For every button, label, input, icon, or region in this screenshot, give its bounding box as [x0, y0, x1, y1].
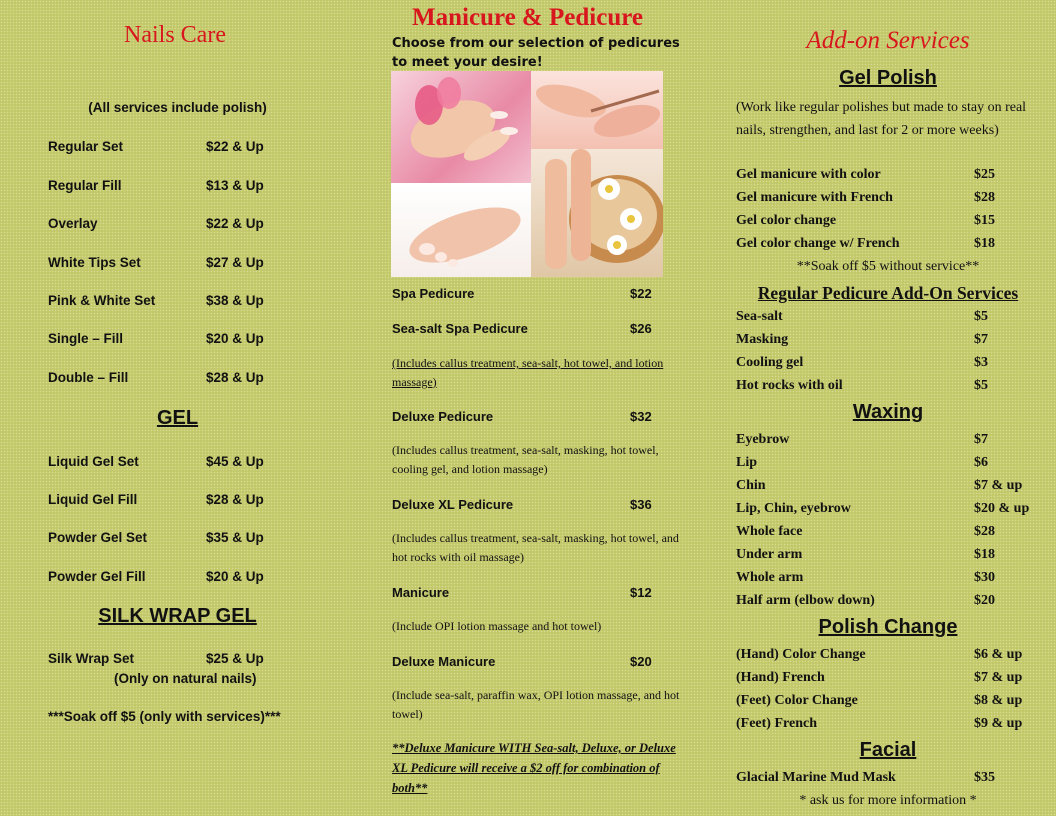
pedicure-addons-title: Regular Pedicure Add-On Services: [757, 283, 1019, 303]
service-name: Single – Fill: [48, 331, 124, 346]
service-row: [48, 454, 348, 474]
service-row: [48, 216, 348, 236]
service-name: Powder Gel Fill: [48, 569, 146, 584]
service-name: Double – Fill: [48, 370, 129, 385]
service-name: Whole face: [736, 524, 803, 539]
service-description: (Include OPI lotion massage and hot towel): [392, 619, 602, 633]
service-price: $35: [974, 770, 995, 785]
service-name: Silk Wrap Set: [48, 651, 135, 666]
service-row: [736, 190, 1054, 210]
service-price: $7: [974, 332, 988, 347]
service-price: $7 & up: [974, 670, 1023, 685]
service-row: [736, 770, 1054, 790]
mani-pedi-title: Manicure & Pedicure: [412, 4, 643, 31]
service-row: [736, 309, 1054, 329]
service-name: Manicure: [392, 585, 450, 600]
service-row: [736, 355, 1054, 375]
service-name: Spa Pedicure: [392, 286, 475, 301]
nails-care-note: (All services include polish): [88, 100, 267, 115]
service-price: $15: [974, 213, 995, 228]
service-price: $20 & Up: [206, 569, 264, 584]
service-row: [48, 255, 348, 275]
nail-care-photo-collage: [391, 71, 663, 277]
service-row: [48, 178, 348, 198]
service-name: Chin: [736, 478, 766, 493]
service-price: $5: [974, 309, 988, 324]
service-name: Liquid Gel Fill: [48, 492, 138, 507]
service-price: $28: [974, 524, 995, 539]
service-price: $38 & Up: [206, 293, 264, 308]
service-name: Liquid Gel Set: [48, 454, 139, 469]
service-row: [736, 478, 1054, 498]
silk-wrap-note: (Only on natural nails): [114, 671, 257, 686]
nails-care-column: [0, 0, 360, 816]
gel-soak-note: **Soak off $5 without service**: [796, 259, 980, 274]
facial-info-note: * ask us for more information *: [799, 793, 977, 808]
service-row: [736, 593, 1054, 613]
service-name: Eyebrow: [736, 432, 790, 447]
service-name: Gel color change: [736, 213, 837, 228]
service-price: $9 & up: [974, 716, 1023, 731]
mani-pedi-intro: Choose from our selection of pedicures to meet your desire!: [392, 36, 680, 70]
service-price: $30: [974, 570, 995, 585]
service-price: $6: [974, 455, 988, 470]
soak-off-note: ***Soak off $5 (only with services)***: [48, 709, 281, 724]
service-description: (Includes callus treatment, sea-salt, masking, hot towel, and hot rocks with oil massage): [392, 531, 679, 564]
service-name: Hot rocks with oil: [736, 378, 843, 393]
service-price: $25 & Up: [206, 651, 264, 666]
service-price: $12: [630, 585, 652, 600]
foot-photo: [391, 183, 531, 277]
service-row: [48, 569, 348, 589]
service-name: Regular Set: [48, 139, 124, 154]
service-name: Gel manicure with color: [736, 167, 881, 182]
combo-promo-note: **Deluxe Manicure WITH Sea-salt, Deluxe, or Deluxe XL Pedicure will receive a $2 off for combination of both**: [392, 741, 676, 795]
service-name: Gel manicure with French: [736, 190, 893, 205]
service-price: $28 & Up: [206, 370, 264, 385]
service-price: $20: [630, 654, 652, 669]
service-price: $7 & up: [974, 478, 1023, 493]
service-row: [48, 651, 348, 671]
service-price: $3: [974, 355, 988, 370]
service-name: Under arm: [736, 547, 803, 562]
service-name: Cooling gel: [736, 355, 804, 370]
service-row: [48, 293, 348, 313]
service-row: [736, 547, 1054, 567]
service-name: Gel color change w/ French: [736, 236, 900, 251]
service-name: Regular Fill: [48, 178, 122, 193]
service-price: $27 & Up: [206, 255, 264, 270]
service-row: [736, 332, 1054, 352]
service-name: White Tips Set: [48, 255, 141, 270]
service-price: $45 & Up: [206, 454, 264, 469]
service-price: $5: [974, 378, 988, 393]
service-name: Sea-salt Spa Pedicure: [392, 321, 528, 336]
service-row: [736, 213, 1054, 233]
foot-icon: [391, 183, 531, 277]
flower-bowl-icon: [531, 149, 663, 277]
service-row: [736, 236, 1054, 256]
service-name: (Feet) French: [736, 716, 817, 731]
gel-polish-note: (Work like regular polishes but made to stay on real nails, strengthen, and last for 2 or more weeks): [736, 100, 1027, 138]
service-price: $6 & up: [974, 647, 1023, 662]
service-description: (Includes callus treatment, sea-salt, masking, hot towel, cooling gel, and lotion massage): [392, 443, 659, 476]
service-name: Deluxe Pedicure: [392, 409, 494, 424]
service-row: [392, 286, 662, 304]
service-name: Powder Gel Set: [48, 530, 148, 545]
service-row: [736, 647, 1054, 667]
service-row: [736, 524, 1054, 544]
service-row: [736, 501, 1054, 521]
hand-icon: [391, 71, 531, 183]
service-name: Pink & White Set: [48, 293, 156, 308]
service-row: [736, 716, 1054, 736]
service-row: [736, 570, 1054, 590]
service-price: $22: [630, 286, 652, 301]
service-row: [392, 321, 662, 339]
service-row: [48, 530, 348, 550]
service-row: [736, 693, 1054, 713]
service-price: $18: [974, 547, 995, 562]
mani-pedi-column: [380, 0, 700, 816]
service-name: (Feet) Color Change: [736, 693, 858, 708]
nails-care-title: Nails Care: [124, 22, 226, 48]
addons-column: [720, 0, 1056, 816]
service-price: $22 & Up: [206, 216, 264, 231]
service-name: (Hand) Color Change: [736, 647, 866, 662]
service-name: Lip, Chin, eyebrow: [736, 501, 851, 516]
service-name: Masking: [736, 332, 789, 347]
service-price: $32: [630, 409, 652, 424]
service-price: $36: [630, 497, 652, 512]
service-name: Whole arm: [736, 570, 804, 585]
service-price: $26: [630, 321, 652, 336]
service-row: [736, 670, 1054, 690]
service-row: [48, 331, 348, 351]
service-description: (Includes callus treatment, sea-salt, hot towel, and lotion massage): [392, 356, 664, 389]
service-name: Deluxe XL Pedicure: [392, 497, 514, 512]
service-name: (Hand) French: [736, 670, 825, 685]
nail-file-icon: [531, 71, 663, 149]
service-name: Sea-salt: [736, 309, 783, 324]
service-row: [48, 139, 348, 159]
waxing-title: Waxing: [852, 401, 924, 423]
service-price: $35 & Up: [206, 530, 264, 545]
service-name: Deluxe Manicure: [392, 654, 496, 669]
polish-change-title: Polish Change: [818, 616, 958, 638]
service-name: Half arm (elbow down): [736, 593, 875, 608]
service-name: Glacial Marine Mud Mask: [736, 770, 896, 785]
hand-petals-photo: [391, 71, 531, 183]
gel-polish-title: Gel Polish: [839, 67, 937, 89]
service-row: [736, 455, 1054, 475]
service-price: $28 & Up: [206, 492, 264, 507]
service-name: Lip: [736, 455, 758, 470]
service-price: $8 & up: [974, 693, 1023, 708]
silk-wrap-section-title: SILK WRAP GEL: [98, 605, 257, 627]
service-row: [392, 654, 662, 672]
service-price: $13 & Up: [206, 178, 264, 193]
service-row: [736, 378, 1054, 398]
service-price: $18: [974, 236, 995, 251]
service-price: $20: [974, 593, 995, 608]
service-name: Overlay: [48, 216, 98, 231]
service-price: $22 & Up: [206, 139, 264, 154]
service-row: [48, 492, 348, 512]
service-price: $20 & up: [974, 501, 1030, 516]
service-description: (Include sea-salt, paraffin wax, OPI lotion massage, and hot towel): [392, 688, 680, 721]
service-row: [392, 585, 662, 603]
service-price: $28: [974, 190, 995, 205]
service-row: [392, 497, 662, 515]
service-row: [48, 370, 348, 390]
addons-title: Add-on Services: [806, 27, 970, 54]
service-price: $7: [974, 432, 988, 447]
service-row: [736, 167, 1054, 187]
service-price: $20 & Up: [206, 331, 264, 346]
service-row: [392, 409, 662, 427]
foot-bath-photo: [531, 149, 663, 277]
service-price: $25: [974, 167, 995, 182]
service-row: [736, 432, 1054, 452]
hands-file-photo: [531, 71, 663, 149]
facial-title: Facial: [859, 739, 917, 761]
gel-section-title: GEL: [156, 407, 199, 429]
